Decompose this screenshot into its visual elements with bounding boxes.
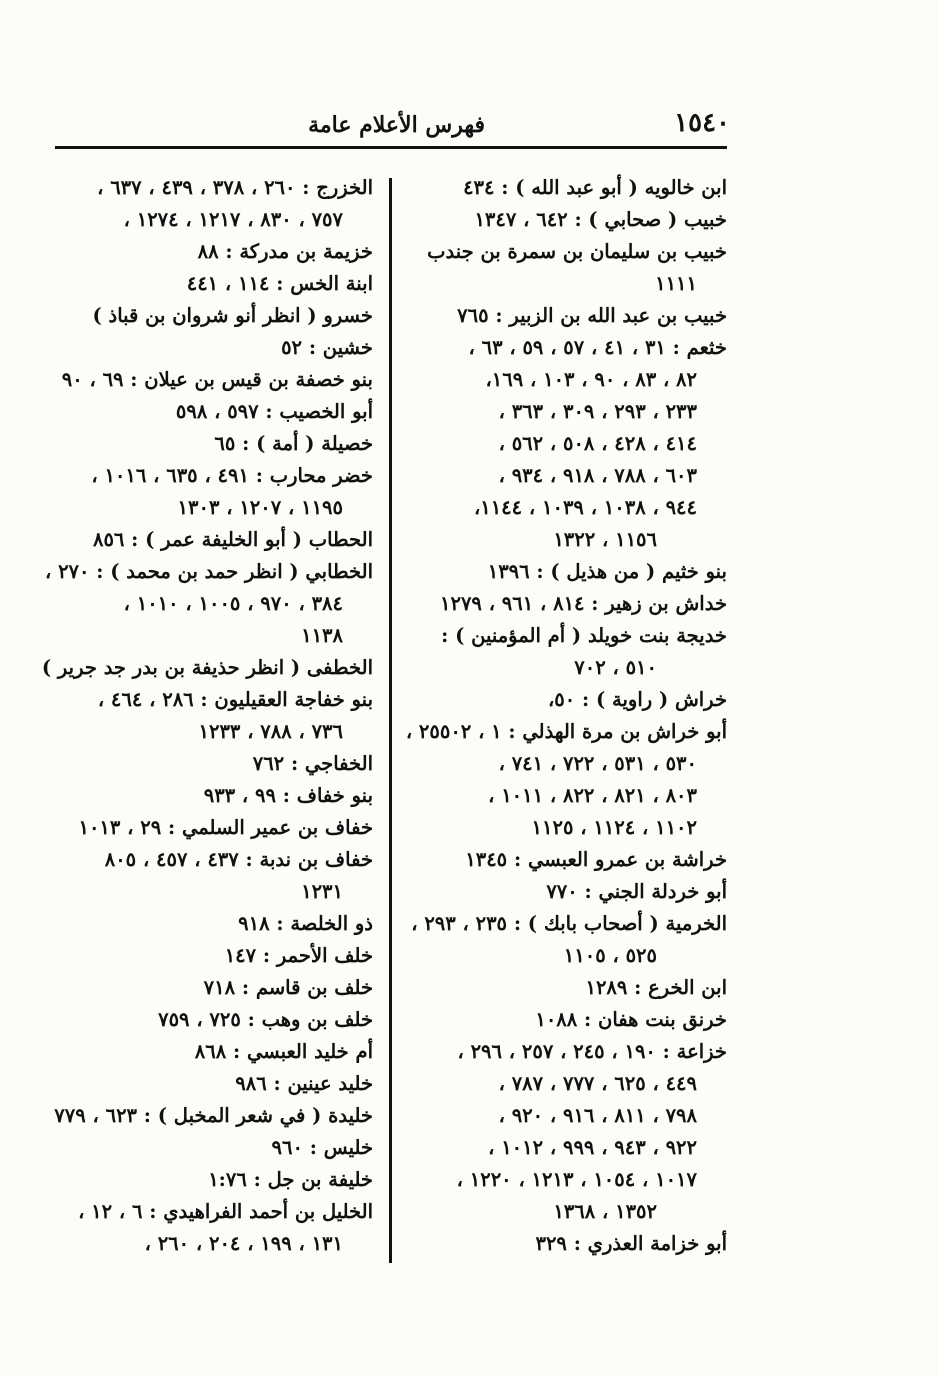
index-entry: الخطفى ( انظر حذيفة بن بدر جد جرير ) [41,656,373,679]
index-entry-continuation: ٥٢٥ ، ١١٠٥ [563,944,657,967]
index-entry: أبو خردلة الجني : ٧٧٠ [546,880,727,903]
index-entry: خديجة بنت خويلد ( أم المؤمنين ) : [441,624,727,647]
index-entry: خراش ( راوية ) : ٥٠، [547,688,727,711]
index-entry: خليفة بن جل : ١:٧٦ [208,1168,373,1191]
index-entry: أبو خزامة العذري : ٣٢٩ [535,1232,727,1255]
index-entry-continuation: ٤٤٩ ، ٦٢٥ ، ٧٧٧ ، ٧٨٧ ، [498,1072,697,1095]
index-entry-continuation: ١١١١ [655,272,697,295]
index-entry-continuation: ١١٥٦ ، ١٣٢٢ [553,528,657,551]
index-entry-continuation: ٧٩٨ ، ٨١١ ، ٩١٦ ، ٩٢٠ ، [498,1104,697,1127]
index-entry: ابن الخرع : ١٢٨٩ [585,976,727,999]
index-entry: خلف الأحمر : ١٤٧ [224,944,373,967]
index-entry-continuation: ١١٣٨ [301,624,343,647]
index-entry: أم خليد العبسي : ٨٦٨ [194,1040,373,1063]
index-entry-continuation: ٨٠٣ ، ٨٢١ ، ٨٢٢ ، ١٠١١ ، [488,784,697,807]
index-entry: خزاعة : ١٩٠ ، ٢٤٥ ، ٢٥٧ ، ٢٩٦ ، [457,1040,727,1063]
index-entry: بنو خثيم ( من هذيل ) : ١٣٩٦ [487,560,727,583]
index-entry-continuation: ٢٣٣ ، ٢٩٣ ، ٣٠٩ ، ٣٦٣ ، [498,400,697,423]
index-entry-continuation: ٤١٤ ، ٤٢٨ ، ٥٠٨ ، ٥٦٢ ، [498,432,697,455]
index-entry: بنو خصفة بن قيس بن عيلان : ٦٩ ، ٩٠ [61,368,373,391]
index-entry: بنو خفاجة العقيليون : ٢٨٦ ، ٤٦٤ ، [97,688,373,711]
index-entry: خبيب بن سليمان بن سمرة بن جندب [427,240,727,263]
index-entry: خفاف بن ندبة : ٤٣٧ ، ٤٥٧ ، ٨٠٥ [104,848,373,871]
index-entry: خشين : ٥٢ [281,336,373,359]
index-entry: خليدة ( في شعر المخبل ) : ٦٢٣ ، ٧٧٩ [54,1104,373,1127]
index-entry-continuation: ٧٥٧ ، ٨٣٠ ، ١٢١٧ ، ١٢٧٤ ، [123,208,343,231]
index-entry-continuation: ٦٠٣ ، ٧٨٨ ، ٩١٨ ، ٩٣٤ ، [498,464,697,487]
index-entry: خرنق بنت هفان : ١٠٨٨ [535,1008,727,1031]
index-entry-continuation: ١٣١ ، ١٩٩ ، ٢٠٤ ، ٢٦٠ ، [144,1232,343,1255]
index-entry: خسرو ( انظر أنو شروان بن قباذ ) [92,304,373,327]
index-entry: خراشة بن عمرو العبسي : ١٣٤٥ [465,848,727,871]
index-entry: خفاف بن عمير السلمي : ٢٩ ، ١٠١٣ [78,816,373,839]
index-entry: خبيب بن عبد الله بن الزبير : ٧٦٥ [457,304,727,327]
index-entry: أبو الخصيب : ٥٩٧ ، ٥٩٨ [175,400,373,423]
index-entry: خليد عينين : ٩٨٦ [235,1072,373,1095]
index-entry: بنو خفاف : ٩٩ ، ٩٣٣ [203,784,373,807]
index-entry: أبو خراش بن مرة الهذلي : ١ ، ٢٥٥٠٢ ، [405,720,727,743]
index-entry-continuation: ١١٩٥ ، ١٢٠٧ ، ١٣٠٣ [177,496,343,519]
index-entry-continuation: ١٢٣١ [301,880,343,903]
index-entry: خبيب ( صحابي ) : ٦٤٢ ، ١٣٤٧ [474,208,727,231]
index-entry-continuation: ١٣٥٢ ، ١٣٦٨ [553,1200,657,1223]
index-entry-continuation: ٥٣٠ ، ٥٣١ ، ٧٢٢ ، ٧٤١ ، [498,752,697,775]
header-rule [55,146,727,149]
index-entry-continuation: ٣٨٤ ، ٩٧٠ ، ١٠٠٥ ، ١٠١٠ ، [123,592,343,615]
index-entry: ابنة الخس : ١١٤ ، ٤٤١ [186,272,373,295]
index-entry: الخفاجي : ٧٦٢ [252,752,373,775]
index-entry: ابن خالويه ( أبو عبد الله ) : ٤٣٤ [463,176,727,199]
index-entry: الخطابي ( انظر حمد بن محمد ) : ٢٧٠ ، [44,560,373,583]
index-entry: خلف بن وهب : ٧٢٥ ، ٧٥٩ [158,1008,373,1031]
column-divider [389,178,392,1263]
index-entry-continuation: ٨٢ ، ٨٣ ، ٩٠ ، ١٠٣ ، ١٦٩، [485,368,697,391]
index-column-right [405,172,727,1260]
index-entry: ذو الخلصة : ٩١٨ [238,912,373,935]
index-entry-continuation: ٧٣٦ ، ٧٨٨ ، ١٢٣٣ [198,720,343,743]
index-entry: خداش بن زهير : ٨١٤ ، ٩٦١ ، ١٢٧٩ [440,592,727,615]
index-entry-continuation: ٩٢٢ ، ٩٤٣ ، ٩٩٩ ، ١٠١٢ ، [488,1136,697,1159]
index-column-left [41,172,373,1260]
index-entry: الخليل بن أحمد الفراهيدي : ٦ ، ١٢ ، [78,1200,373,1223]
page-header [55,108,730,148]
index-entry: خضر محارب : ٤٩١ ، ٦٣٥ ، ١٠١٦ ، [91,464,373,487]
index-entry: الخرمية ( أصحاب بابك ) : ٢٣٥ ، ٢٩٣ ، [411,912,727,935]
index-entry: خزيمة بن مدركة : ٨٨ [197,240,373,263]
index-entry: خصيلة ( أمة ) : ٦٥ [214,432,373,455]
index-entry-continuation: ١١٠٢ ، ١١٢٤ ، ١١٢٥ [531,816,697,839]
index-entry-continuation: ٩٤٤ ، ١٠٣٨ ، ١٠٣٩ ، ١١٤٤، [473,496,697,519]
page-number: ١٥٤٠ [674,108,730,138]
running-title: فهرس الأعلام عامة [308,112,485,138]
index-entry-continuation: ١٠١٧ ، ١٠٥٤ ، ١٢١٣ ، ١٢٢٠ ، [456,1168,697,1191]
index-entry: خليس : ٩٦٠ [271,1136,373,1159]
index-entry-continuation: ٥١٠ ، ٧٠٢ [574,656,657,679]
index-entry: خثعم : ٣١ ، ٤١ ، ٥٧ ، ٥٩ ، ٦٣ ، [468,336,727,359]
index-entry: خلف بن قاسم : ٧١٨ [203,976,373,999]
index-entry: الحطاب ( أبو الخليفة عمر ) : ٨٥٦ [92,528,373,551]
index-entry: الخزرج : ٢٦٠ ، ٣٧٨ ، ٤٣٩ ، ٦٣٧ ، [97,176,373,199]
